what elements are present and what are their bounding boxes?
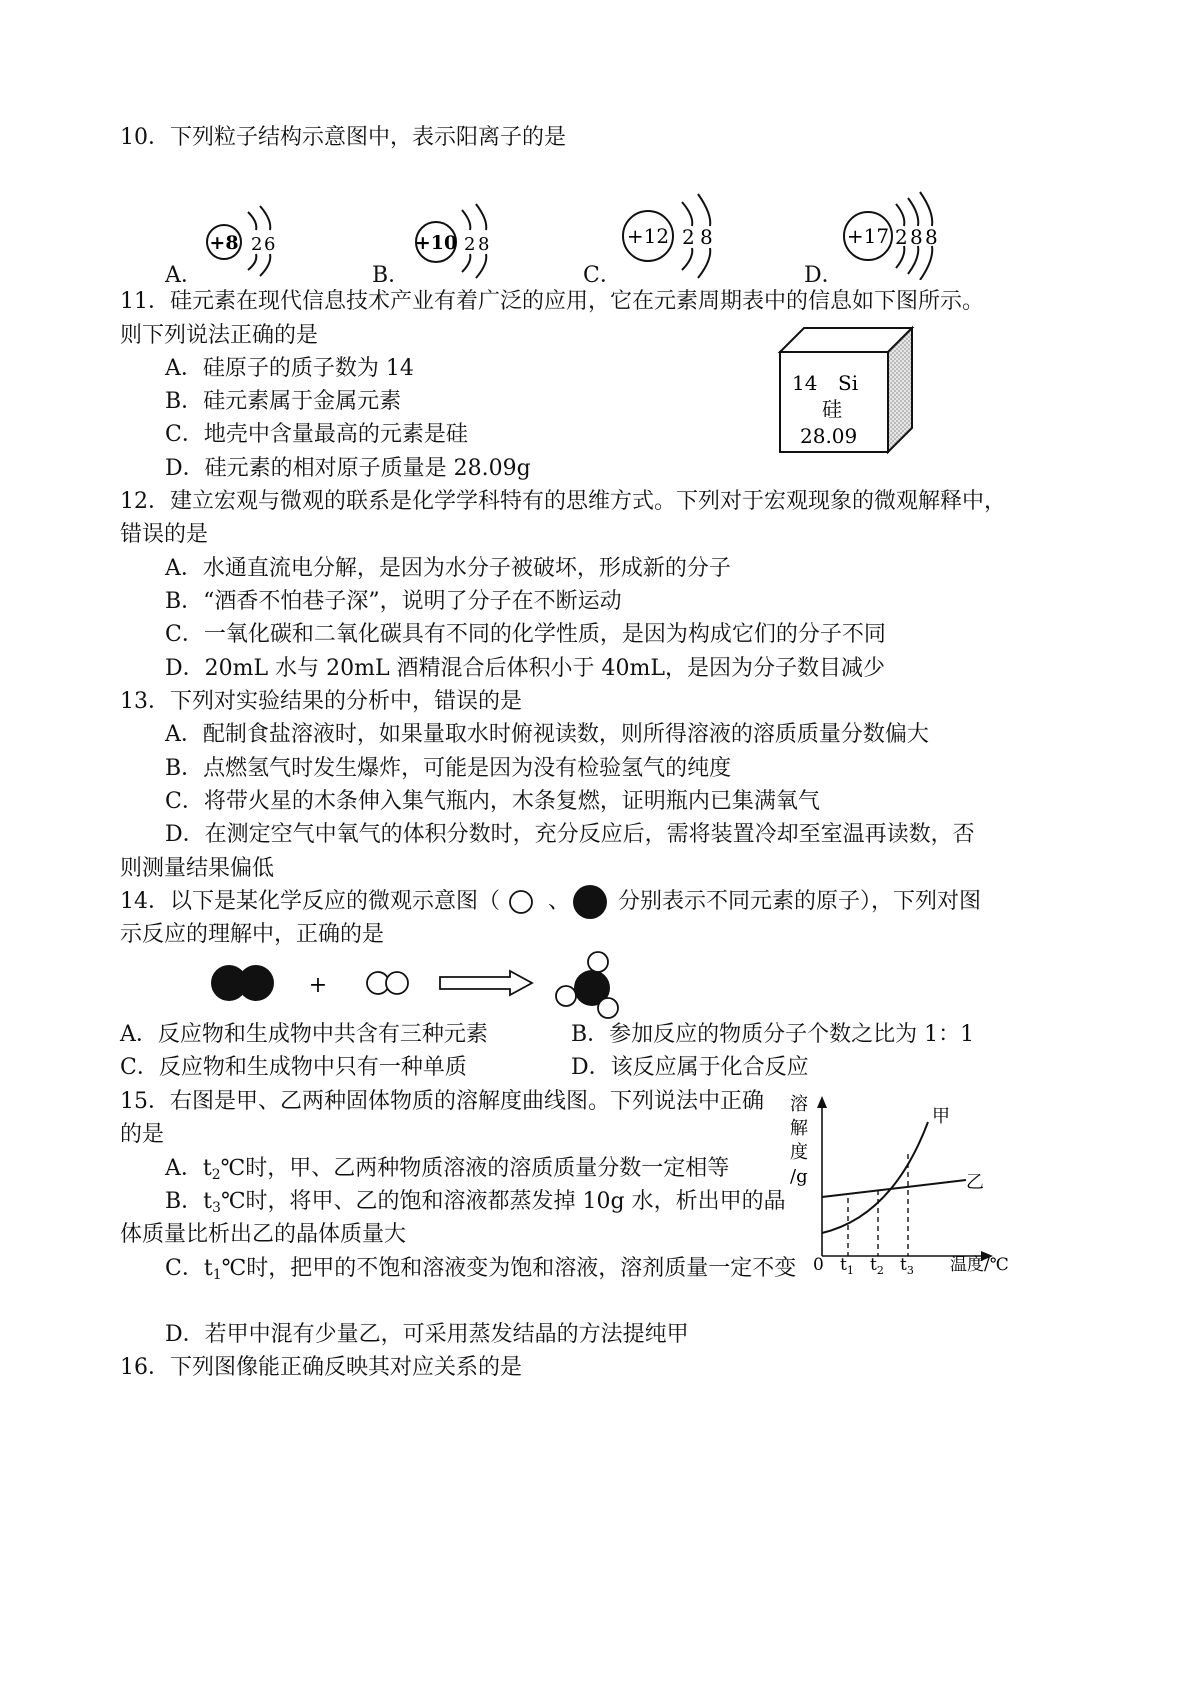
series-yi-line	[822, 1180, 966, 1197]
q13-option-d: D．在测定空气中氧气的体积分数时，充分反应后，需将装置冷却至室温再读数，否	[165, 822, 975, 847]
shell-c-2: 8	[700, 225, 713, 249]
series-jia-curve	[822, 1122, 928, 1233]
cell-symbol: Si	[838, 371, 859, 395]
y-axis-label	[790, 1094, 808, 1187]
shell-d-2: 8	[910, 225, 923, 249]
ylabel-char-3: 度	[790, 1142, 808, 1163]
q15-stem-line1: 15．右图是甲、乙两种固体物质的溶解度曲线图。下列说法中正确	[120, 1089, 764, 1114]
ylabel-char-2: 解	[790, 1118, 808, 1139]
cell-atomic-mass: 28.09	[800, 424, 858, 448]
q10-option-d-letter: D．	[804, 263, 844, 288]
q15-option-a: A．$t_2℃$时，甲、乙两种物质溶液的溶质质量分数一定相等	[165, 1156, 730, 1183]
periodic-table-cell	[776, 324, 916, 456]
tick-t3: $t_3$	[900, 1255, 914, 1277]
q13-option-c: C．将带火星的木条伸入集气瓶内，木条复燃，证明瓶内已集满氧气	[165, 789, 820, 814]
white-atom-icon	[508, 888, 534, 916]
series-yi-label: 乙	[966, 1172, 984, 1193]
q14-option-d: D．该反应属于化合反应	[571, 1055, 809, 1080]
q11-option-b: B．硅元素属于金属元素	[165, 389, 402, 414]
q12-stem-line2: 错误的是	[120, 522, 209, 547]
q11-option-d: D．硅元素的相对原子质量是 28.09g	[165, 456, 531, 481]
q14-stem-part3: 分别表示不同元素的原子），下列对图	[618, 889, 982, 914]
q11-stem-line1: 11．硅元素在现代信息技术产业有着广泛的应用，它在元素周期表中的信息如下图所示。	[120, 289, 984, 314]
q15-stem-line2: 的是	[120, 1122, 165, 1147]
plus-sign: +	[308, 973, 328, 998]
atom-diagram-a	[200, 200, 290, 280]
atom-diagram-b	[410, 198, 510, 280]
q13-option-d-continued: 则测量结果偏低	[120, 856, 275, 881]
shell-d-3: 8	[925, 225, 938, 249]
cell-atomic-number: 14	[792, 371, 818, 395]
nucleus-b: +10	[414, 232, 458, 254]
ylabel-char-1: 溶	[790, 1094, 808, 1115]
shell-b-1: 2	[464, 234, 476, 255]
q15-option-b-continued: 体质量比析出乙的晶体质量大	[120, 1222, 407, 1247]
q10-option-c-letter: C．	[583, 263, 622, 288]
reactant-white-molecule	[367, 972, 408, 994]
reactant-black-molecule	[211, 965, 274, 1001]
q15-option-b: B．$t_3℃$时，将甲、乙的饱和溶液都蒸发掉 10g 水，析出甲的晶	[165, 1189, 786, 1216]
q14-option-b: B．参加反应的物质分子个数之比为 1：1	[571, 1022, 975, 1047]
q12-stem-line1: 12．建立宏观与微观的联系是化学学科特有的思维方式。下列对于宏观现象的微观解释中，	[120, 489, 1006, 514]
shell-d-1: 2	[895, 225, 908, 249]
q12-option-c: C．一氧化碳和二氧化碳具有不同的化学性质，是因为构成它们的分子不同	[165, 622, 886, 647]
nucleus-d: +17	[846, 224, 890, 248]
q12-option-b: B．“酒香不怕巷子深”，说明了分子在不断运动	[165, 589, 622, 614]
x-axis-label: 温度/℃	[950, 1255, 1009, 1275]
reaction-diagram	[200, 946, 640, 1024]
q10-option-b-letter: B．	[372, 263, 411, 288]
reaction-arrow-icon	[440, 971, 532, 995]
ylabel-char-4: /g	[790, 1166, 808, 1187]
tick-t1: $t_1$	[840, 1255, 854, 1277]
q10-stem: 10．下列粒子结构示意图中，表示阳离子的是	[120, 125, 566, 150]
q13-option-a: A．配制食盐溶液时，如果量取水时俯视读数，则所得溶液的溶质质量分数偏大	[165, 722, 929, 747]
shell-c-1: 2	[682, 225, 695, 249]
q12-option-d: D．20mL 水与 20mL 酒精混合后体积小于 40mL，是因为分子数目减少	[165, 656, 886, 681]
solubility-chart	[780, 1086, 1020, 1286]
q10-option-a-letter: A．	[165, 263, 203, 288]
q14-stem-line2: 示反应的理解中，正确的是	[120, 922, 385, 947]
q11-option-c: C．地壳中含量最高的元素是硅	[165, 422, 468, 447]
q14-option-c: C．反应物和生成物中只有一种单质	[120, 1055, 467, 1080]
q13-stem: 13．下列对实验结果的分析中，错误的是	[120, 689, 522, 714]
q11-stem-line2: 则下列说法正确的是	[120, 323, 319, 348]
origin-label: 0	[813, 1255, 824, 1275]
nucleus-c: +12	[626, 224, 670, 248]
cell-name: 硅	[822, 397, 842, 421]
y-axis-arrow	[817, 1096, 827, 1108]
q14-option-a: A．反应物和生成物中共含有三种元素	[120, 1022, 488, 1047]
series-jia-label: 甲	[932, 1106, 950, 1127]
product-molecule	[556, 952, 618, 1018]
q12-option-a: A．水通直流电分解，是因为水分子被破坏，形成新的分子	[165, 556, 731, 581]
nucleus-a: +8	[209, 232, 239, 254]
black-atom-icon	[572, 884, 608, 920]
shell-a-2: 6	[264, 234, 276, 255]
q16-stem: 16．下列图像能正确反映其对应关系的是	[120, 1355, 522, 1380]
tick-t2: $t_2$	[870, 1255, 884, 1277]
shell-b-2: 8	[478, 234, 490, 255]
q14-stem-part2: 、	[548, 889, 571, 914]
q14-stem-part1: 14．以下是某化学反应的微观示意图（	[120, 889, 500, 914]
atom-diagram-d	[840, 190, 970, 280]
q15-option-d: D．若甲中混有少量乙，可采用蒸发结晶的方法提纯甲	[165, 1322, 689, 1347]
shell-a-1: 2	[251, 234, 263, 255]
q13-option-b: B．点燃氢气时发生爆炸，可能是因为没有检验氢气的纯度	[165, 756, 732, 781]
q11-option-a: A．硅原子的质子数为 14	[165, 356, 414, 381]
atom-diagram-c	[620, 190, 730, 280]
q15-option-c: C．$t_1℃$时，把甲的不饱和溶液变为饱和溶液，溶剂质量一定不变	[165, 1256, 797, 1283]
